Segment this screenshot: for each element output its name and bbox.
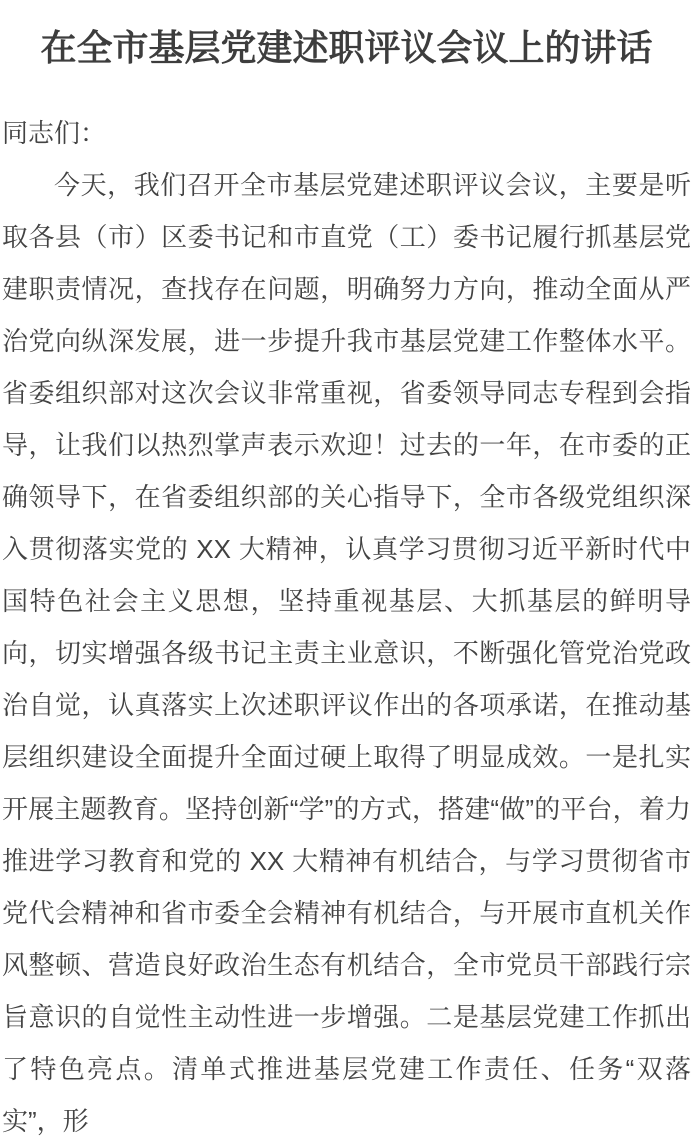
body-paragraph: 今天，我们召开全市基层党建述职评议会议，主要是听取各县（市）区委书记和市直党（工）委书记履行抓基层党建职责情况，查找存在问题，明确努力方向，推动全面从严治党向纵深发展，进一步提升我市基层党建工作整体水平。省委组织部对这次会议非常重视，省委领导同志专程到会指导，让我们以热烈掌声表示欢迎！过去的一年，在市委的正确领导下，在省委组织部的关心指导下，全市各级党组织深入贯彻落实党的 XX 大精神，认真学习贯彻习近平新时代中国特色社会主义思想，坚持重视基层、大抓基层的鲜明导向，切实增强各级书记主责主业意识，不断强化管党治党政治自觉，认真落实上次述职评议作出的各项承诺，在推动基层组织建设全面提升全面过硬上取得了明显成效。一是扎实开展主题教育。坚持创新“学”的方式，搭建“做”的平台，着力推进学习教育和党的 XX 大精神有机结合，与学习贯彻省市党代会精神和省市委全会精神有机结合，与开展市直机关作风整顿、营造良好政治生态有机结合，全市党员干部践行宗旨意识的自觉性主动性进一步增强。二是基层党建工作抓出了特色亮点。清单式推进基层党建工作责任、任务“双落实”，形 [2,170,691,1136]
document-title: 在全市基层党建述职评议会议上的讲话 [40,27,653,68]
salutation: 同志们： [2,118,107,148]
